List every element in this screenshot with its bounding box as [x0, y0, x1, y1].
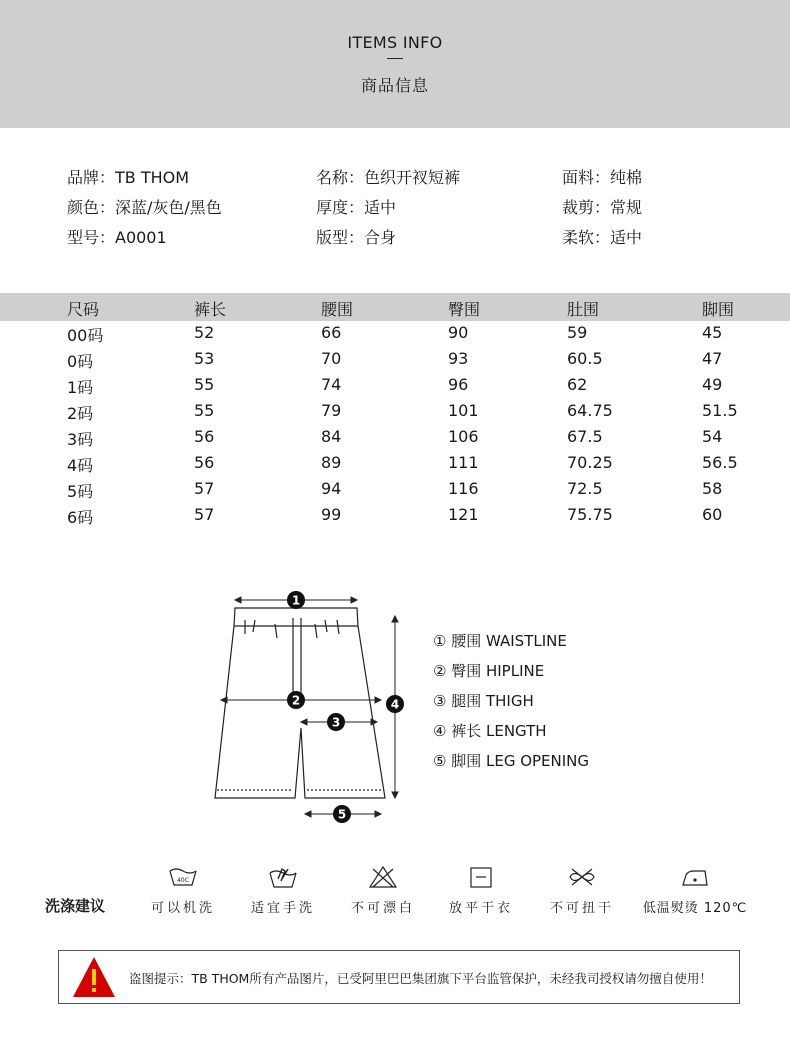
info-brand: 品牌：TB THOM [67, 168, 190, 187]
cell-hip: 111 [448, 453, 479, 472]
care-label: 不可扭干 [549, 901, 614, 916]
col-leg-opening: 脚围 [702, 300, 735, 319]
marker-5-label: 5 [337, 807, 347, 822]
cell-length: 55 [194, 375, 215, 394]
size-table-header [0, 293, 790, 321]
cell-waist: 79 [321, 401, 342, 420]
care-machine-wash [128, 865, 238, 916]
low-iron-icon [680, 865, 710, 889]
info-row [67, 165, 747, 189]
cell-leg-opening: 47 [702, 349, 723, 368]
info-cut: 裁剪：常规 [562, 198, 643, 217]
warning-icon [71, 955, 117, 999]
cell-waist: 99 [321, 505, 342, 524]
care-instructions [0, 865, 790, 925]
marker-2-label: 2 [291, 693, 301, 708]
care-label: 低温熨烫 120℃ [642, 901, 748, 916]
marker-1-label: 1 [291, 593, 301, 608]
cell-leg-opening: 60 [702, 505, 723, 524]
cell-leg-opening: 56.5 [702, 453, 738, 472]
marker-3-label: 3 [331, 715, 341, 730]
cell-size: 2码 [67, 404, 94, 423]
cell-hip: 101 [448, 401, 479, 420]
cell-waist: 66 [321, 323, 342, 342]
care-hand-wash [228, 865, 338, 916]
cell-belly: 64.75 [567, 401, 613, 420]
copyright-warning [58, 950, 740, 1004]
cell-length: 56 [194, 453, 215, 472]
info-softness: 柔软：适中 [562, 228, 643, 247]
cell-size: 0码 [67, 352, 94, 371]
cell-length: 56 [194, 427, 215, 446]
cell-hip: 121 [448, 505, 479, 524]
machine-wash-icon [168, 865, 198, 889]
info-fabric: 面料：纯棉 [562, 168, 643, 187]
cell-size: 5码 [67, 482, 94, 501]
cell-size: 6码 [67, 508, 94, 527]
header-title-en: ITEMS INFO [347, 33, 443, 52]
cell-belly: 60.5 [567, 349, 603, 368]
care-label: 可以机洗 [150, 901, 215, 916]
cell-belly: 70.25 [567, 453, 613, 472]
col-length: 裤长 [194, 300, 227, 319]
care-no-wring [527, 865, 637, 916]
col-size: 尺码 [67, 300, 100, 319]
cell-leg-opening: 51.5 [702, 401, 738, 420]
items-info-header [0, 0, 790, 128]
cell-leg-opening: 49 [702, 375, 723, 394]
col-waist: 腰围 [321, 300, 354, 319]
shorts-diagram [205, 580, 425, 830]
cell-belly: 62 [567, 375, 588, 394]
cell-length: 52 [194, 323, 215, 342]
cell-hip: 106 [448, 427, 479, 446]
col-hip: 臀围 [448, 300, 481, 319]
care-label: 不可漂白 [350, 901, 415, 916]
header-divider [387, 58, 403, 59]
col-belly: 肚围 [567, 300, 600, 319]
marker-4-label: 4 [390, 697, 400, 712]
cell-hip: 116 [448, 479, 479, 498]
cell-hip: 96 [448, 375, 469, 394]
care-flat-dry [426, 865, 536, 916]
cell-belly: 67.5 [567, 427, 603, 446]
cell-waist: 84 [321, 427, 342, 446]
header-title-cn: 商品信息 [360, 76, 429, 95]
cell-leg-opening: 45 [702, 323, 723, 342]
measurement-legend [433, 630, 589, 780]
hand-wash-icon [268, 865, 298, 889]
cell-size: 1码 [67, 378, 94, 397]
cell-leg-opening: 58 [702, 479, 723, 498]
no-bleach-icon [368, 865, 398, 889]
legend-hipline: ② 臀围 HIPLINE [433, 662, 545, 680]
cell-size: 3码 [67, 430, 94, 449]
info-color: 颜色：深蓝/灰色/黑色 [67, 198, 222, 217]
cell-length: 55 [194, 401, 215, 420]
cell-waist: 94 [321, 479, 342, 498]
flat-dry-icon [466, 865, 496, 889]
cell-hip: 93 [448, 349, 469, 368]
info-model: 型号：A0001 [67, 228, 167, 247]
info-name: 名称：色织开衩短裤 [316, 168, 461, 187]
cell-length: 57 [194, 479, 215, 498]
care-low-iron [640, 865, 750, 916]
shorts-outline [205, 580, 425, 830]
info-row [67, 225, 747, 249]
warning-text: 盗图提示：TB THOM所有产品图片，已受阿里巴巴集团旗下平台监管保护，未经我司授权请勿擅自使用！ [129, 971, 712, 986]
cell-hip: 90 [448, 323, 469, 342]
info-thickness: 厚度：适中 [316, 198, 397, 217]
cell-waist: 74 [321, 375, 342, 394]
legend-length: ④ 裤长 LENGTH [433, 722, 547, 740]
care-label: 适宜手洗 [250, 901, 315, 916]
cell-leg-opening: 54 [702, 427, 723, 446]
legend-leg-opening: ⑤ 脚围 LEG OPENING [433, 752, 590, 770]
care-label: 放平干衣 [448, 901, 513, 916]
info-fit: 版型：合身 [316, 228, 397, 247]
legend-thigh: ③ 腿围 THIGH [433, 692, 534, 710]
care-no-bleach [328, 865, 438, 916]
cell-length: 57 [194, 505, 215, 524]
cell-size: 4码 [67, 456, 94, 475]
no-wring-icon [566, 865, 598, 889]
info-row [67, 195, 747, 219]
care-title: 洗涤建议 [45, 897, 106, 915]
cell-size: 00码 [67, 326, 104, 345]
legend-waistline: ① 腰围 WAISTLINE [433, 632, 567, 650]
cell-waist: 89 [321, 453, 342, 472]
cell-length: 53 [194, 349, 215, 368]
cell-waist: 70 [321, 349, 342, 368]
cell-belly: 59 [567, 323, 588, 342]
cell-belly: 75.75 [567, 505, 613, 524]
wash-temp: 40C [177, 877, 189, 884]
cell-belly: 72.5 [567, 479, 603, 498]
